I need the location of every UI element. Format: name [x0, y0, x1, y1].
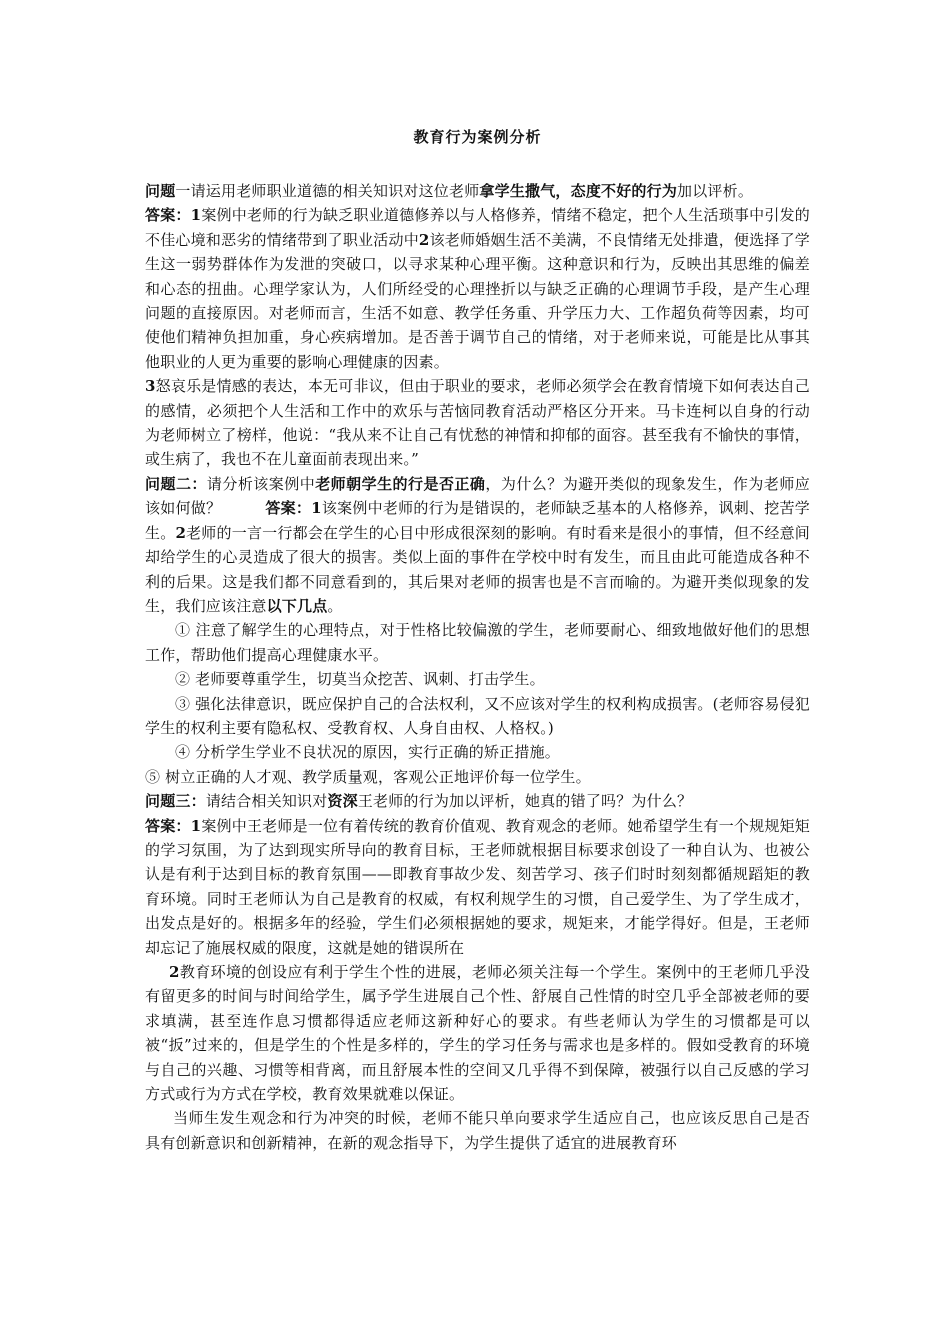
answer-1-num-1: 1 — [190, 206, 202, 225]
question-3-text-end: 王老师的行为加以评析，她真的错了吗？为什么？ — [357, 792, 693, 811]
question-2-label: 问题二： — [145, 474, 207, 493]
question-1-label: 问题 — [145, 182, 176, 200]
answer-1-label: 答案： — [145, 206, 191, 225]
answer-2-num-2: 2 — [175, 523, 187, 542]
answer-2-label: 答案： — [265, 499, 312, 518]
question-2-emphasis: 老师朝学生的行是否正确 — [315, 474, 486, 493]
question-3-label: 问题三： — [145, 792, 206, 811]
point-4: ④ 分析学生学业不良状况的原因，实行正确的矫正措施。 — [175, 743, 560, 762]
answer-2-text-end: 。 — [327, 596, 343, 615]
question-1-text-end: 加以评析。 — [677, 182, 754, 200]
answer-1-part-1-2 — [145, 203, 810, 374]
question-3 — [145, 789, 810, 813]
answer-1-text-1: 案例中老师的行为缺乏职业道德修养以与人格修养，情绪不稳定，把个人生活琐事中引发的不佳心境和恶劣的情绪带到了职业活动中 — [145, 206, 810, 249]
point-5: ⑤ 树立正确的人才观、教学质量观，客观公正地评价每一位学生。 — [145, 767, 591, 786]
point-1: ① 注意了解学生的心理特点，对于性格比较偏激的学生，老师要耐心、细致地做好他们的思想工作，帮助他们提高心理健康水平。 — [145, 621, 810, 664]
answer-3-text-1: 案例中王老师是一位有着传统的教育价值观、教育观念的老师。她希望学生有一个规规矩矩的学习氛围，为了达到现实所导向的教育目标，王老师就根据目标要求创设了一种自认为、也被公认是有利于达到目标的教育氛围——即教育事故少发、刻苦学习、孩子们时时刻刻都循规蹈矩的教育环境。同时王老师认为自己是教育的权威，有权利规学生的习惯，自己爱学生、为了学生成才，出发点是好的。根据多年的经验，学生们必须根据她的要求，规矩来，才能学得好。但是，王老师却忘记了施展权威的限度，这就是她的错误所在 — [145, 816, 810, 957]
page-title: 教育行为案例分析 — [413, 128, 542, 146]
point-3: ③ 强化法律意识，既应保护自己的合法权利，又不应该对学生的权利构成损害。(老师容易侵犯学生的权利主要有隐私权、受教育权、人身自由权、人格权。) — [145, 694, 810, 737]
answer-1-text-3: 怒哀乐是情感的表达，本无可非议，但由于职业的要求，老师必须学会在教育情境下如何表达自己的感情，必须把个人生活和工作中的欢乐与苦恼同教育活动严格区分开来。马卡连柯以自身的行动为老师树立了榜样，他说：“我从来不让自己有忧愁的神情和抑郁的面容。甚至我有不愉快的事情，或生病了，我也不在儿童面前表现出来。” — [145, 377, 810, 469]
question-3-text: 请结合相关知识对 — [205, 792, 328, 811]
answer-2-text-1: 该案例中老师的行为是错误的，老师缺乏基本的人格修养，讽刺、挖苦学生。 — [145, 499, 810, 542]
answer-2-text-2: 老师的一言一行都会在学生的心目中形成很深刻的影响。有时看来是很小的事情，但不经意间却给学生的心灵造成了很大的损害。类似上面的事件在学校中时有发生，而且由此可能造成各种不利的后果。这是我们都不同意看到的，其后果对老师的损害也是不言而喻的。为避开类似现象的发生，我们应该注意 — [145, 523, 810, 615]
answer-2-num-1: 1 — [311, 499, 322, 518]
answer-1-num-2: 2 — [418, 230, 430, 249]
answer-3-part-1 — [145, 814, 810, 960]
question-2-and-answer — [145, 472, 810, 618]
answer-2-emphasis: 以下几点 — [266, 596, 328, 615]
answer-3-part-3: 当师生发生观念和行为冲突的时候，老师不能只单向要求学生适应自己，也应该反思自己是否具有创新意识和创新精神，在新的观念指导下，为学生提供了适宜的进展教育环 — [145, 1109, 810, 1152]
question-1-text: 一请运用老师职业道德的相关知识对这位老师 — [175, 182, 480, 200]
answer-1-num-3: 3 — [145, 377, 156, 396]
document-page — [145, 126, 810, 1155]
answer-3-text-2: 教育环境的创设应有利于学生个性的进展，老师必须关注每一个学生。案例中的王老师几乎没有留更多的时间与时间给学生，属予学生进展自己个性、舒展自己性情的时空几乎全部被老师的要求填满，甚至连作息习惯都得适应老师这新种好心的要求。有些老师认为学生的习惯都是可以被“扳”过来的，但是学生的个性是多样的，学生的学习任务与需求也是多样的。假如受教育的环境与自己的兴趣、习惯等相背离，而且舒展本性的空间又几乎得不到保障，被强行以自己反感的学习方式或行为方式在学校，教育效果就难以保证。 — [145, 963, 810, 1104]
answer-3-num-2: 2 — [169, 963, 180, 981]
answer-3-num-1: 1 — [190, 816, 202, 835]
question-3-emphasis: 资深 — [327, 792, 358, 811]
point-2: ② 老师要尊重学生，切莫当众挖苦、讽刺、打击学生。 — [175, 670, 545, 689]
question-2-text-end: ，为什么？为避开类似的现象发生，作为老师应该如何做？ — [145, 474, 810, 518]
answer-3-part-2 — [145, 960, 810, 1106]
question-1-emphasis: 拿学生撒气，态度不好的行为 — [479, 182, 678, 200]
answer-3-label: 答案： — [145, 816, 191, 835]
answer-1-text-2: 该老师婚姻生活不美满，不良情绪无处排遣，便选择了学生这一弱势群体作为发泄的突破口，以寻求某种心理平衡。这种意识和行为，反映出其思维的偏差和心态的扭曲。心理学家认为，人们所经受的心理挫折以与缺乏正确的心理调节手段，是产生心理问题的直接原因。对老师而言，生活不如意、教学任务重、升学压力大、工作超负荷等因素，均可使他们精神负担加重，身心疾病增加。是否善于调节自己的情绪，对于老师来说，可能是比从事其他职业的人更为重要的影响心理健康的因素。 — [145, 230, 810, 371]
answer-1-part-3 — [145, 374, 810, 472]
question-1 — [145, 179, 810, 203]
question-2-text: 请分析该案例中 — [206, 474, 316, 493]
